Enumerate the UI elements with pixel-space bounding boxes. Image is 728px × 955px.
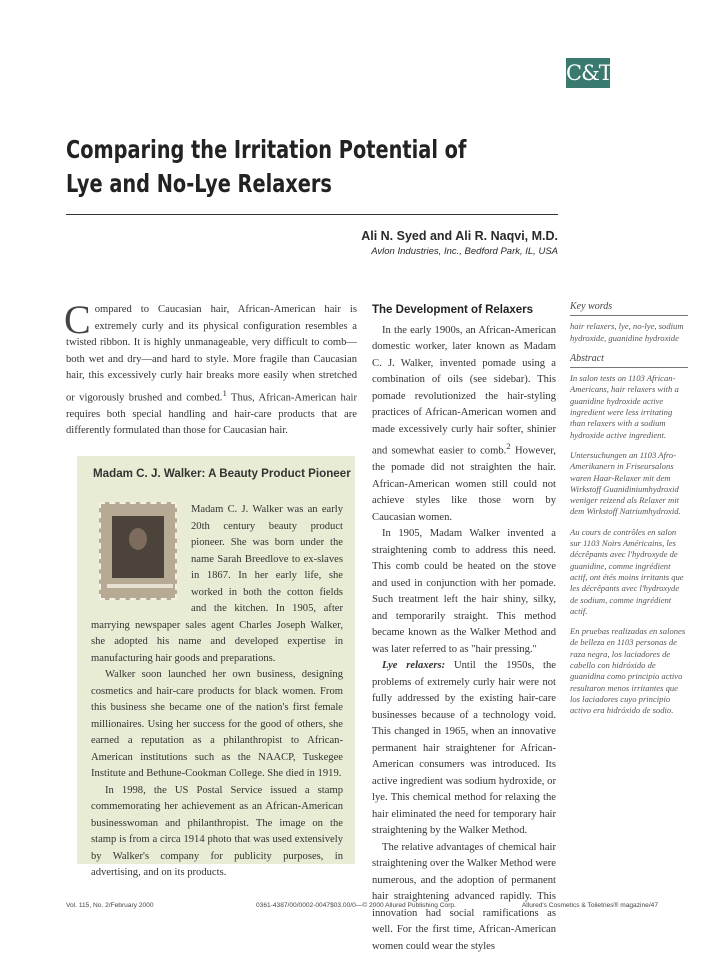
abstract-spanish: En pruebas realizadas en salones de belleza en 1103 personas de raza negra, los laciadores de cabello con hidróxido de guanidina como principio activo resultaron menos irritantes que los laciadores cuyo principio activo era hidróxido de sodio.: [570, 626, 686, 716]
abstract-english: In salon tests on 1103 African-Americans, hair relaxers with a guanidine hydroxide active ingredient were less irritating than relaxers with a sodium hydroxide active ingredient.: [570, 373, 679, 440]
authors: Ali N. Syed and Ali R. Naqvi, M.D.: [361, 229, 558, 243]
footer-volume: Vol. 115, No. 2/February 2000: [66, 902, 154, 909]
stamp-caption-bar: [107, 584, 173, 588]
sidebar-paragraph-1: Madam C. J. Walker was an early 20th century beauty product pioneer. She was born under the name Sarah Breedlove to ex-slaves in 1867. In her early life, she worked in both the cotton fields and the kitchen. In 1905, after marrying newspaper sales agent Charles Joseph Walker, she adopted his name and developed expertise in manufacturing hair goods and preparations.: [91, 504, 343, 664]
sidebar-box: [77, 456, 355, 878]
body-paragraph-2: In 1905, Madam Walker invented a straightening comb to address this need. This comb could be heated on the stove and used in conjunction with her pomade. Such treatment left the hair shiny, silky, and temporarily straight. This method became known as the Walker Method and was later referred to as "hair pressing.": [372, 528, 556, 655]
title-line-1: Comparing the Irritation Potential of: [66, 135, 467, 164]
article-title: [66, 133, 513, 201]
sidebar-paragraph-3: In 1998, the US Postal Service issued a stamp commemorating her achievement as an African-American businesswoman and philanthropist. The image on the stamp is from a circa 1914 photo that was used extensively by Walker's company for publicity purposes, in advertising, and on its products.: [91, 784, 343, 878]
body-paragraph-4: The relative advantages of chemical hair straightening over the Walker Method were numerous, and the adoption of permanent hair straightening advanced rapidly. This innovation had social ramifications as well. For the first time, African-American women could wear the styles: [372, 841, 556, 952]
intro-paragraph: [64, 297, 357, 440]
footnote-ref-1: 1: [222, 387, 227, 398]
abstract-french: Au cours de contrôles en salon sur 1103 Noirs Américains, les décrêpants avec l'hydroxyde de guanidine, comme ingrédient actif, ont étés moins irritants que les décrêpants avec l'hydroxyde de sodium, comme ingrédient actif.: [570, 526, 684, 616]
body-paragraph-1: [372, 323, 556, 527]
runin-heading: Lye relaxers:: [382, 660, 446, 672]
title-rule: [66, 214, 558, 215]
abstract-label: Abstract: [570, 352, 604, 364]
journal-logo: C&T: [566, 58, 610, 88]
intro-text-continued: Thus, African-American hair requires both special handling and hair-care products that are differently formulated than those for Caucasian hair.: [66, 392, 357, 437]
body-paragraph-3: [372, 658, 556, 840]
body-text-1a: In the early 1900s, an African-American domestic worker, later known as Madam C. J. Walker, invented pomade using a combination of oils (see sidebar). This pomade revolutionized the hair-styling practices of African-American women and made excessively curly hair softer, shinier and somewhat easier to comb.: [372, 324, 556, 457]
intro-text: ompared to Caucasian hair, African-American hair is extremely curly and its physical configuration resembles a twisted ribbon. It is highly unmanageable, very difficult to comb—both wet and dry—and hard to style. More fragile than Caucasian hair, this excessively curly hair breaks more easily when stretched or vigorously brushed and combed.: [66, 304, 357, 404]
keywords: hair relaxers, lye, no-lye, sodium hydroxide, guanidine hydroxide: [570, 321, 684, 343]
main-column: [372, 302, 556, 955]
footnote-ref-2: 2: [506, 441, 511, 451]
drop-cap: C: [64, 297, 91, 342]
sidebar-title: Madam C. J. Walker: A Beauty Product Pioneer: [93, 467, 351, 480]
title-line-2: Lye and No-Lye Relaxers: [66, 169, 332, 198]
abstract-german: Untersuchungen an 1103 Afro-Amerikanern in Friseursalons waren Haar-Relaxer mit dem Wirkstoff Guanidiniumhydroxid weniger reizend als Relaxer mit dem Wirkstoff Natriumhydroxid.: [570, 449, 681, 517]
sidebar-body: [91, 502, 343, 882]
affiliation: Avlon Industries, Inc., Bedford Park, IL, USA: [371, 246, 558, 257]
body-text-1b: However, the pomade did not straighten the hair. African-American women still could not achieve styles like those worn by Caucasian women.: [372, 445, 556, 523]
keywords-rule: [570, 315, 688, 316]
footer-copyright: 0361-4387/00/0002-0047$03.00/0—© 2000 Allured Publishing Corp.: [256, 902, 456, 909]
stamp-portrait: [129, 528, 147, 550]
sidebar-paragraph-2: Walker soon launched her own business, designing cosmetics and hair-care products for black women. From this business she became one of the nation's first female millionaires. Using her success for the good of others, she earned a reputation as a philanthropist to African-American institutions such as the NAACP, Tuskegee Institute and Bethune-Cookman College. She died in 1919.: [91, 669, 343, 779]
margin-column: [570, 297, 688, 726]
footer-magazine: Allured's Cosmetics & Toiletries® magazine/47: [521, 902, 658, 909]
keywords-label: Key words: [570, 301, 613, 312]
walker-stamp-image: [99, 502, 177, 600]
body-text-3: Until the 1950s, the problems of extremely curly hair were not fully addressed by the existing hair-care businesses because of a technology void. This changed in 1965, when an innovative permanent hair straightener for African-American consumers was introduced. Its active ingredient was sodium hydroxide, or lye. This chemical method for relaxing the hair eliminated the need for temporary hair straightening by the Walker Method.: [372, 660, 557, 837]
section-heading: The Development of Relaxers: [372, 304, 534, 316]
abstract-rule: [570, 367, 688, 368]
